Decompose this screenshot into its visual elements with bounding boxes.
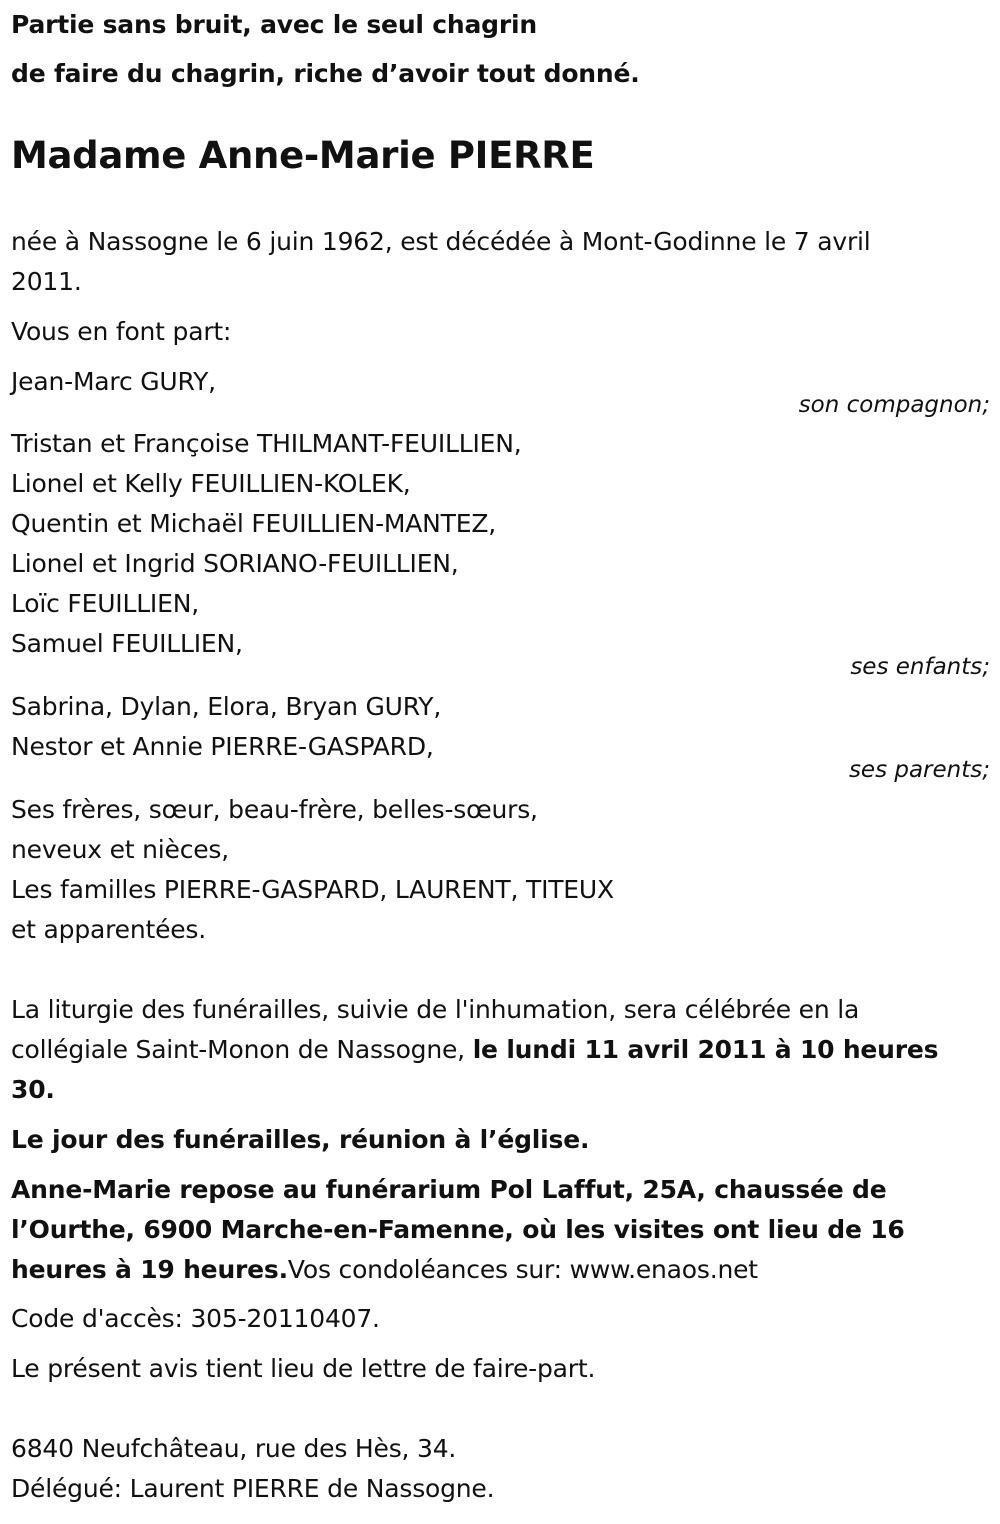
child-name: Samuel FEUILLIEN, [11,629,243,658]
children-role: ses enfants; [850,654,990,680]
deceased-name: Madame Anne-Marie PIERRE [11,134,595,177]
companion-role: son compagnon; [798,392,990,418]
intro-text: Vous en font part: [11,317,232,346]
birth-line-2: 2011. [11,267,82,296]
liturgy-place: collégiale Saint-Monon de Nassogne, [11,1035,473,1064]
family-line: Les familles PIERRE-GASPARD, LAURENT, TITEUX [11,875,614,904]
meeting-text: Le jour des funérailles, réunion à l’église. [11,1125,590,1154]
liturgy-line-1: La liturgie des funérailles, suivie de l'inhumation, sera célébrée en la [11,995,860,1024]
liturgy-date: le lundi 11 avril 2011 à 10 heures [472,1035,939,1064]
family-line: neveux et nièces, [11,835,229,864]
visit-hours: heures à 19 heures. [11,1255,288,1284]
parent-name: Nestor et Annie PIERRE-GASPARD, [11,732,434,761]
delegate-line: Délégué: Laurent PIERRE de Nassogne. [11,1474,495,1503]
access-code: Code d'accès: 305-20110407. [11,1304,380,1333]
parents-role: ses parents; [848,757,990,783]
notice-text: Le présent avis tient lieu de lettre de faire-part. [11,1354,596,1383]
address-line: 6840 Neufchâteau, rue des Hès, 34. [11,1434,457,1463]
companion-name: Jean-Marc GURY, [11,367,216,396]
epigraph-line-2: de faire du chagrin, riche d’avoir tout donné. [11,59,640,88]
funerarium-line-1: Anne-Marie repose au funérarium Pol Laffut, 25A, chaussée de [11,1175,887,1204]
child-name: Lionel et Ingrid SORIANO-FEUILLIEN, [11,549,459,578]
child-name: Loïc FEUILLIEN, [11,589,199,618]
birth-line-1: née à Nassogne le 6 juin 1962, est décédée à Mont-Godinne le 7 avril [11,227,871,256]
child-name: Lionel et Kelly FEUILLIEN-KOLEK, [11,469,411,498]
funerarium-line-3 [11,1254,758,1286]
family-line: et apparentées. [11,915,206,944]
funerarium-line-2: l’Ourthe, 6900 Marche-en-Famenne, où les visites ont lieu de 16 [11,1215,905,1244]
child-name: Tristan et Françoise THILMANT-FEUILLIEN, [11,429,522,458]
liturgy-line-2 [11,1034,938,1066]
child-name: Quentin et Michaël FEUILLIEN-MANTEZ, [11,509,497,538]
parent-name: Sabrina, Dylan, Elora, Bryan GURY, [11,692,442,721]
condolences-text: Vos condoléances sur: www.enaos.net [287,1255,758,1284]
epigraph-line-1: Partie sans bruit, avec le seul chagrin [11,10,537,39]
liturgy-line-3: 30. [11,1075,55,1104]
family-line: Ses frères, sœur, beau-frère, belles-sœurs, [11,795,538,824]
